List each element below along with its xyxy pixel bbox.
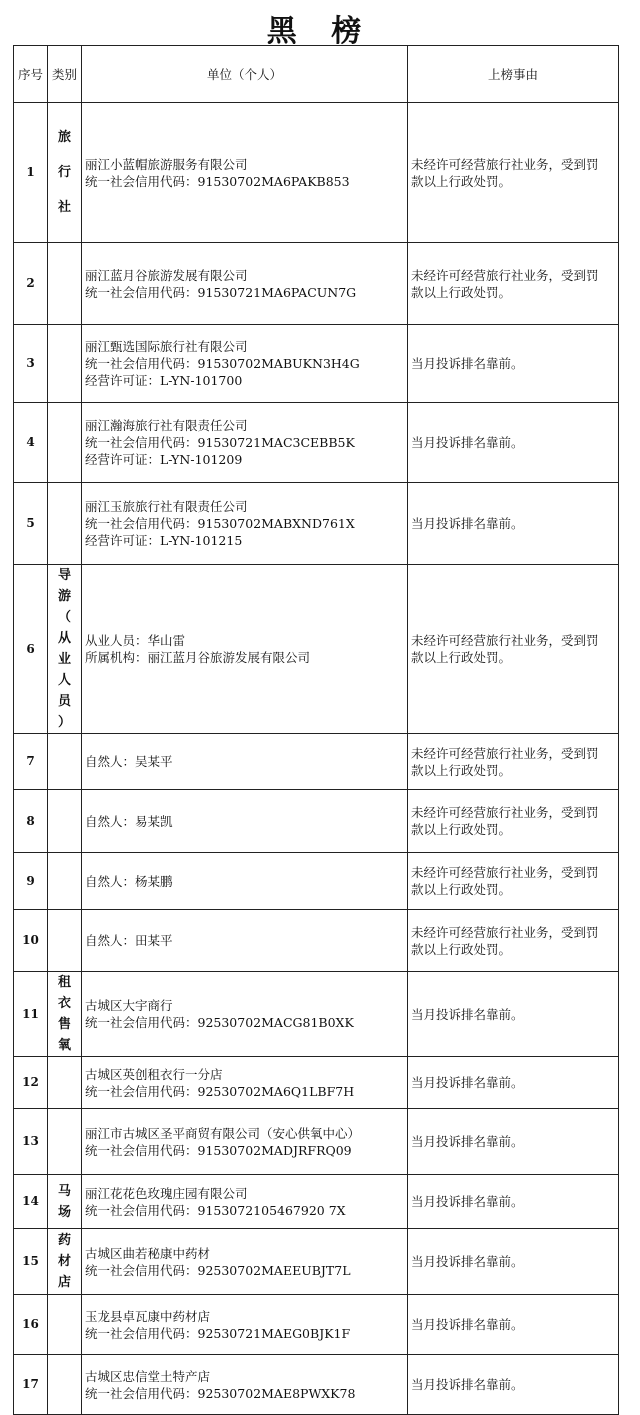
table-row [14,325,619,403]
unit-cell [82,910,408,972]
unit-line: 自然人：杨某鹏 [85,873,173,889]
row-number: 2 [14,243,48,325]
category-cell [48,1229,82,1295]
row-number: 11 [14,972,48,1057]
table-row [14,1229,619,1295]
unit-cell [82,483,408,565]
row-number: 16 [14,1295,48,1355]
category-cell [48,565,82,734]
unit-line: 统一社会信用代码：9153072105467920 7X [85,1202,346,1218]
category-char: 行 [57,165,71,180]
table-row [14,1295,619,1355]
reason-cell: 当月投诉排名靠前。 [408,325,619,403]
category-cell [48,853,82,910]
unit-line: 统一社会信用代码：91530702MA6PAKB853 [85,173,350,189]
reason-cell: 当月投诉排名靠前。 [408,1109,619,1175]
unit-line: 丽江甄选国际旅行社有限公司 [85,339,248,354]
table-row [14,403,619,483]
unit-line: 丽江小蓝帽旅游服务有限公司 [85,156,248,172]
category-cell [48,243,82,325]
category-char: 氧 [57,1038,71,1053]
header-category: 类别 [48,46,82,103]
unit-cell [82,853,408,910]
unit-line: 丽江蓝月谷旅游发展有限公司 [85,267,248,283]
category-char: 场 [57,1204,71,1220]
reason-cell: 未经许可经营旅行社业务，受到罚款以上行政处罚。 [408,565,619,734]
category-cell [48,1109,82,1175]
category-cell [48,1057,82,1109]
reason-cell: 当月投诉排名靠前。 [408,403,619,483]
page-title: 黑 榜 [266,14,374,49]
row-number: 1 [14,103,48,243]
category-cell [48,403,82,483]
category-char: 药 [57,1233,71,1248]
category-cell [48,972,82,1057]
table-row [14,910,619,972]
category-char: 租 [57,975,71,990]
category-char: 人 [57,673,71,688]
row-number: 8 [14,790,48,853]
row-number: 13 [14,1109,48,1175]
category-cell [48,1175,82,1229]
table-row [14,1057,619,1109]
unit-line: 经营许可证：L-YN-101700 [85,373,243,388]
unit-line: 统一社会信用代码：91530702MADJRFRQ09 [85,1142,352,1158]
row-number: 15 [14,1229,48,1295]
row-number: 17 [14,1355,48,1415]
category-char: 旅 [57,130,71,145]
row-number: 7 [14,734,48,790]
unit-line: 自然人：吴某平 [85,754,173,769]
unit-cell [82,103,408,243]
category-char: 马 [57,1183,71,1199]
reason-cell: 当月投诉排名靠前。 [408,1355,619,1415]
header-reason: 上榜事由 [408,46,619,103]
unit-line: 统一社会信用代码：92530702MAE8PWXK78 [85,1385,356,1401]
unit-cell [82,1295,408,1355]
table-row [14,243,619,325]
unit-line: 古城区大宇商行 [85,998,173,1013]
category-char: 衣 [57,996,71,1011]
category-cell [48,483,82,565]
reason-cell: 未经许可经营旅行社业务，受到罚款以上行政处罚。 [408,243,619,325]
unit-line: 丽江花花色玫瑰庄园有限公司 [85,1185,248,1201]
unit-line: 从业人员：华山雷 [85,633,186,648]
unit-cell [82,734,408,790]
unit-line: 古城区曲若秘康中药材 [85,1245,211,1261]
category-char: 社 [57,200,71,215]
unit-cell [82,790,408,853]
unit-line: 统一社会信用代码：91530721MA6PACUN7G [85,284,357,300]
unit-line: 古城区忠信堂土特产店 [85,1368,211,1384]
category-cell [48,1295,82,1355]
reason-cell: 当月投诉排名靠前。 [408,1295,619,1355]
reason-cell: 未经许可经营旅行社业务，受到罚款以上行政处罚。 [408,103,619,243]
unit-line: 玉龙县卓瓦康中药材店 [85,1308,211,1324]
table-header-row [14,46,619,103]
reason-cell: 当月投诉排名靠前。 [408,1057,619,1109]
unit-cell [82,1109,408,1175]
unit-cell [82,1229,408,1295]
unit-line: 统一社会信用代码：92530702MA6Q1LBF7H [85,1083,355,1099]
category-char: 店 [57,1275,71,1290]
unit-line: 丽江市古城区圣平商贸有限公司（安心供氧中心） [85,1125,361,1141]
unit-line: 自然人：易某凯 [85,813,173,829]
category-char: 售 [57,1017,71,1032]
unit-cell [82,243,408,325]
unit-cell [82,565,408,734]
unit-line: 统一社会信用代码：91530721MAC3CEBB5K [85,435,355,450]
table-row [14,790,619,853]
unit-line: 经营许可证：L-YN-101209 [85,452,243,467]
category-cell [48,1355,82,1415]
category-char: 游 [57,589,71,604]
category-cell [48,325,82,403]
unit-line: 统一社会信用代码：91530702MABXND761X [85,516,355,531]
category-char: 业 [57,652,71,667]
row-number: 6 [14,565,48,734]
row-number: 14 [14,1175,48,1229]
table-row [14,853,619,910]
category-char: 材 [57,1254,71,1269]
category-char: ） [57,715,71,730]
unit-line: 所属机构：丽江蓝月谷旅游发展有限公司 [85,650,311,665]
header-seq: 序号 [14,46,48,103]
table-row [14,734,619,790]
row-number: 5 [14,483,48,565]
unit-line: 统一社会信用代码：91530702MABUKN3H4G [85,356,360,371]
table-row [14,1109,619,1175]
unit-line: 古城区英创租衣行一分店 [85,1066,223,1082]
row-number: 10 [14,910,48,972]
unit-line: 丽江瀚海旅行社有限责任公司 [85,418,248,433]
table-row [14,483,619,565]
row-number: 3 [14,325,48,403]
unit-line: 统一社会信用代码：92530702MAEEUBJT7L [85,1262,351,1278]
unit-cell [82,325,408,403]
unit-cell [82,1175,408,1229]
table-row [14,565,619,734]
row-number: 9 [14,853,48,910]
reason-cell: 未经许可经营旅行社业务，受到罚款以上行政处罚。 [408,790,619,853]
table-row [14,972,619,1057]
unit-cell [82,972,408,1057]
reason-cell: 当月投诉排名靠前。 [408,972,619,1057]
reason-cell: 未经许可经营旅行社业务，受到罚款以上行政处罚。 [408,910,619,972]
category-cell [48,734,82,790]
unit-cell [82,403,408,483]
unit-line: 经营许可证：L-YN-101215 [85,533,243,548]
category-char: 员 [57,694,71,709]
reason-cell: 未经许可经营旅行社业务，受到罚款以上行政处罚。 [408,734,619,790]
category-cell [48,910,82,972]
unit-cell [82,1057,408,1109]
unit-line: 统一社会信用代码：92530721MAEG0BJK1F [85,1325,351,1341]
unit-line: 丽江玉旅旅行社有限责任公司 [85,499,248,514]
blacklist-table [13,45,619,1415]
row-number: 4 [14,403,48,483]
unit-cell [82,1355,408,1415]
header-unit: 单位（个人） [82,46,408,103]
category-char: （ [57,610,71,625]
table-row [14,1355,619,1415]
table-row [14,103,619,243]
unit-line: 自然人：田某平 [85,933,173,948]
table-row [14,1175,619,1229]
category-cell [48,103,82,243]
row-number: 12 [14,1057,48,1109]
reason-cell: 当月投诉排名靠前。 [408,1229,619,1295]
category-cell [48,790,82,853]
reason-cell: 当月投诉排名靠前。 [408,483,619,565]
category-char: 导 [57,568,71,583]
reason-cell: 未经许可经营旅行社业务，受到罚款以上行政处罚。 [408,853,619,910]
unit-line: 统一社会信用代码：92530702MACG81B0XK [85,1015,354,1030]
reason-cell: 当月投诉排名靠前。 [408,1175,619,1229]
category-char: 从 [57,631,71,646]
